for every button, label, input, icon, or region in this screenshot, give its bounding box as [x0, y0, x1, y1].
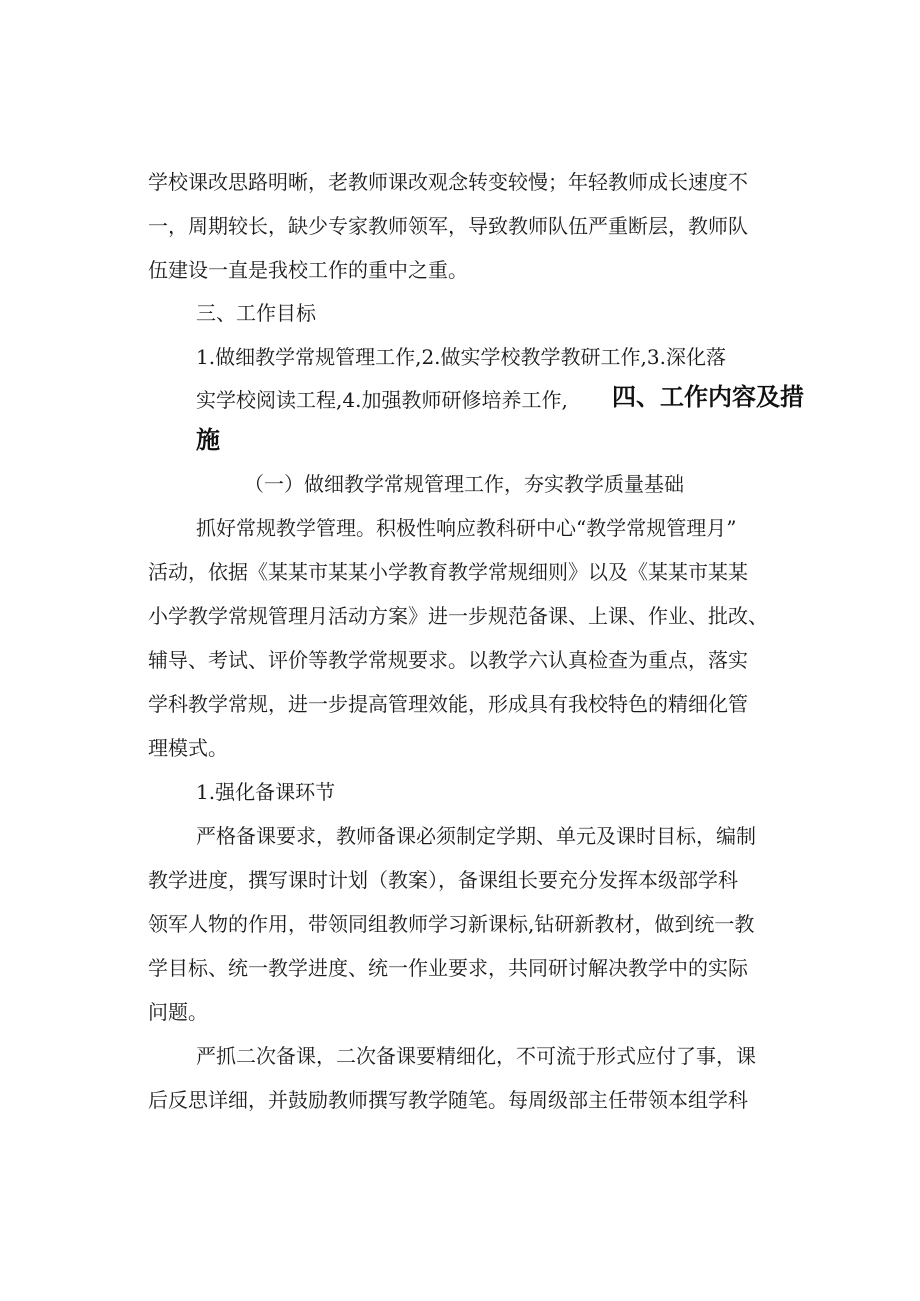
paragraph-line: 一，周期较长，缺少专家教师领军，导致教师队伍严重断层，教师队: [148, 214, 748, 238]
paragraph-line: 严格备课要求，教师备课必须制定学期、单元及课时目标，编制: [196, 824, 756, 848]
paragraph-line: 理模式。: [148, 736, 228, 760]
paragraph-line: 实学校阅读工程,4.加强教师研修培养工作,: [196, 388, 568, 412]
paragraph-line: 领军人物的作用，带领同组教师学习新课标,钻研新教材，做到统一教: [148, 912, 755, 936]
paragraph-line: 活动，依据《某某市某某小学教育教学常规细则》以及《某某市某某: [148, 560, 748, 584]
subsection-heading: 1.强化备课环节: [196, 780, 336, 804]
paragraph-line: 学目标、统一教学进度、统一作业要求，共同研讨解决教学中的实际: [148, 956, 748, 980]
paragraph-line: 小学教学常规管理月活动方案》进一步规范备课、上课、作业、批改、: [148, 604, 768, 628]
paragraph-line: 后反思详细，并鼓励教师撰写教学随笔。每周级部主任带领本组学科: [148, 1088, 748, 1112]
paragraph-line: 学科教学常规，进一步提高管理效能，形成具有我校特色的精细化管: [148, 692, 748, 716]
section-heading: 三、工作目标: [196, 301, 316, 325]
paragraph-line: 1.做细教学常规管理工作,2.做实学校教学教研工作,3.深化落: [196, 345, 726, 369]
paragraph-line: 教学进度，撰写课时计划（教案），备课组长要充分发挥本级部学科: [148, 868, 738, 892]
section-heading-bold: 四、工作内容及措: [612, 383, 804, 411]
paragraph-line: 学校课改思路明晰，老教师课改观念转变较慢；年轻教师成长速度不: [148, 170, 748, 194]
section-heading-bold: 施: [196, 426, 220, 454]
paragraph-line: 辅导、考试、评价等教学常规要求。以教学六认真检查为重点，落实: [148, 648, 748, 672]
paragraph-line: 抓好常规教学管理。积极性响应教科研中心“教学常规管理月”: [196, 516, 737, 540]
paragraph-line: 问题。: [148, 1000, 208, 1024]
paragraph-line: 伍建设一直是我校工作的重中之重。: [148, 258, 468, 282]
subsection-heading: （一）做细教学常规管理工作，夯实教学质量基础: [244, 472, 684, 496]
paragraph-line: 严抓二次备课，二次备课要精细化，不可流于形式应付了事，课: [196, 1044, 756, 1068]
